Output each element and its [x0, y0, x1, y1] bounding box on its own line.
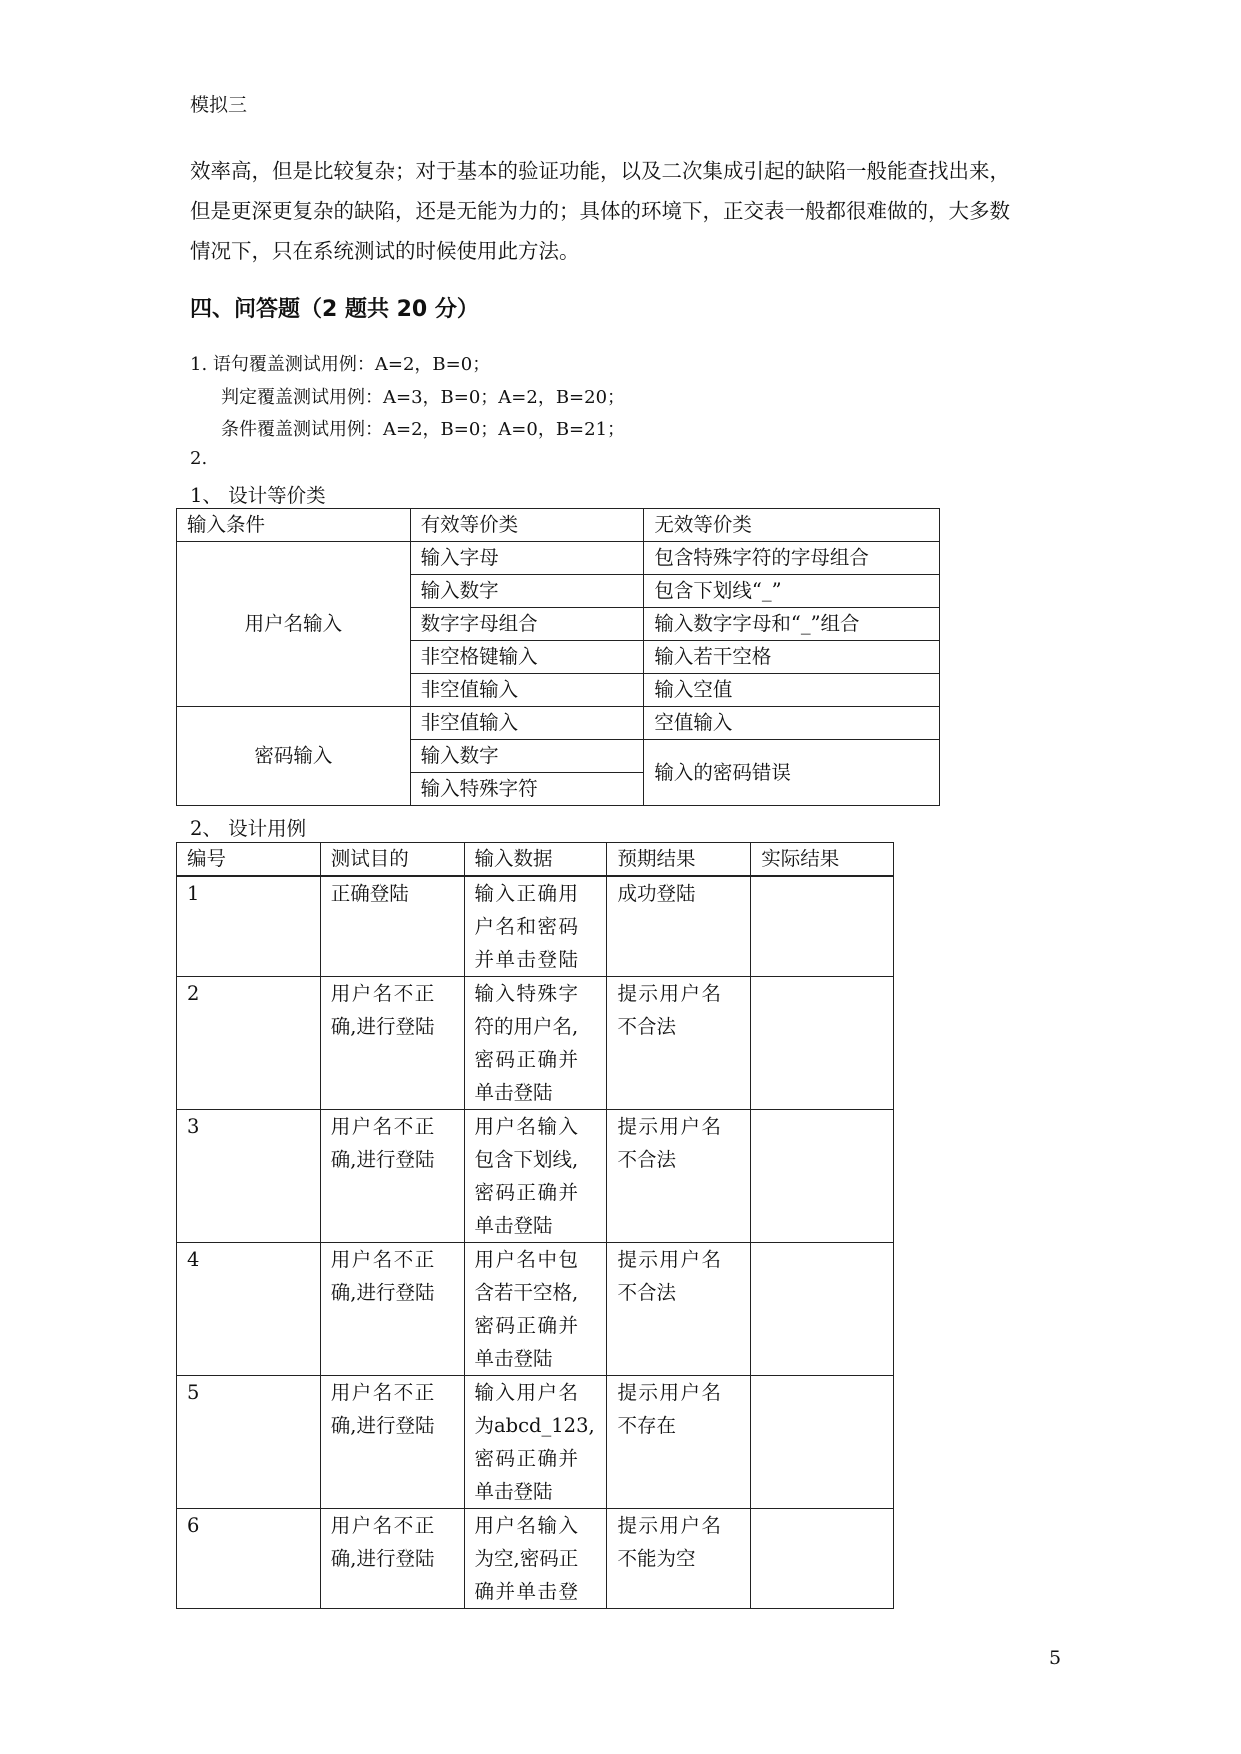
valid-class-cell: 输入数字: [410, 740, 644, 773]
header-cell: 测试目的: [320, 843, 464, 877]
case-purpose-cell: [320, 876, 464, 977]
cell-line: 不合法: [617, 1148, 676, 1171]
page-header: 模拟三: [190, 94, 248, 116]
cell-line: 确,进行登陆: [330, 1015, 435, 1038]
case-purpose-cell: [320, 1243, 464, 1376]
cell-line: 用户名输入: [474, 1514, 580, 1537]
username-condition-cell: 用户名输入: [177, 542, 411, 707]
subheading-equivalence: 1、 设计等价类: [190, 484, 326, 507]
cell-line: 确,进行登陆: [330, 1281, 435, 1304]
cell-line: 户名和密码: [474, 915, 580, 938]
header-cell: 编号: [177, 843, 321, 877]
header-cell: 有效等价类: [410, 509, 644, 542]
subheading-test-cases: 2、 设计用例: [190, 817, 307, 840]
header-cell: 输入数据: [464, 843, 607, 877]
cell-line: 含若干空格,: [474, 1281, 579, 1304]
cell-line: 输入特殊字: [474, 982, 580, 1005]
invalid-class-cell: 空值输入: [644, 707, 940, 740]
case-input-cell: [464, 1376, 607, 1509]
cell-line: 提示用户名: [617, 982, 723, 1005]
cell-line: 用户名不正: [330, 1514, 436, 1537]
cell-line: 确,进行登陆: [330, 1148, 435, 1171]
case-actual-cell: [751, 1509, 894, 1609]
case-input-cell: [464, 1243, 607, 1376]
section-heading: 四、问答题（2 题共 20 分）: [190, 297, 479, 322]
cell-line: 确,进行登陆: [330, 1547, 435, 1570]
cell-line: 用户名不正: [330, 1115, 436, 1138]
table-row: [177, 542, 940, 575]
case-actual-cell: [751, 1110, 894, 1243]
equivalence-class-table: [176, 508, 940, 806]
cell-line: 密码正确并: [474, 1181, 580, 1204]
table-row: [177, 1376, 894, 1509]
case-actual-cell: [751, 1376, 894, 1509]
cell-line: 符的用户名,: [474, 1015, 579, 1038]
cell-line: 用户名输入: [474, 1115, 580, 1138]
invalid-class-cell: 输入数字字母和“_”组合: [644, 608, 940, 641]
case-expected-cell: [607, 1509, 751, 1609]
invalid-class-cell: 输入空值: [644, 674, 940, 707]
valid-class-cell: 非空值输入: [410, 707, 644, 740]
table-row: [177, 1509, 894, 1609]
cell-line: 密码正确并: [474, 1314, 580, 1337]
cell-line: 确,进行登陆: [330, 1414, 435, 1437]
test-case-table: [176, 842, 894, 1609]
case-purpose-cell: [320, 1110, 464, 1243]
cell-line: 为空,密码正: [474, 1547, 579, 1570]
case-actual-cell: [751, 977, 894, 1110]
cell-line: 提示用户名: [617, 1514, 723, 1537]
cell-line: 单击登陆: [474, 1347, 553, 1370]
q1-line: 判定覆盖测试用例：A=3，B=0；A=2，B=20；: [221, 387, 626, 408]
table-header-row: [177, 509, 940, 542]
cell-line: 提示用户名: [617, 1381, 723, 1404]
page-number: 5: [1049, 1647, 1062, 1669]
table-row: [177, 1110, 894, 1243]
cell-line: 不合法: [617, 1281, 676, 1304]
case-expected-cell: [607, 977, 751, 1110]
cell-line: 密码正确并: [474, 1447, 580, 1470]
case-id-cell: 4: [177, 1243, 321, 1376]
cell-line: 用户名不正: [330, 982, 436, 1005]
cell-line: 输入用户名: [474, 1381, 580, 1404]
case-input-cell: [464, 1110, 607, 1243]
header-cell: 无效等价类: [644, 509, 940, 542]
case-input-cell: [464, 977, 607, 1110]
paragraph-line: 效率高，但是比较复杂；对于基本的验证功能，以及二次集成引起的缺陷一般能查找出来，: [190, 159, 1010, 183]
q1-line: 1. 语句覆盖测试用例：A=2，B=0；: [190, 354, 491, 375]
valid-class-cell: 非空格键输入: [410, 641, 644, 674]
paragraph-line: 情况下，只在系统测试的时候使用此方法。: [190, 239, 580, 263]
case-id-cell: 3: [177, 1110, 321, 1243]
cell-line: 确并单击登: [474, 1580, 580, 1603]
case-purpose-cell: [320, 1376, 464, 1509]
valid-class-cell: 数字字母组合: [410, 608, 644, 641]
case-input-cell: [464, 1509, 607, 1609]
table-row: [177, 876, 894, 977]
password-condition-cell: 密码输入: [177, 707, 411, 806]
cell-line: 用户名不正: [330, 1248, 436, 1271]
case-expected-cell: [607, 1243, 751, 1376]
valid-class-cell: 非空值输入: [410, 674, 644, 707]
cell-line: 正确登陆: [330, 882, 409, 905]
case-id-cell: 2: [177, 977, 321, 1110]
case-expected-cell: [607, 1110, 751, 1243]
case-actual-cell: [751, 876, 894, 977]
cell-line: 用户名不正: [330, 1381, 436, 1404]
valid-class-cell: 输入数字: [410, 575, 644, 608]
case-id-cell: 1: [177, 876, 321, 977]
case-purpose-cell: [320, 977, 464, 1110]
cell-line: 为abcd_123,: [474, 1414, 595, 1437]
header-cell: 输入条件: [177, 509, 411, 542]
cell-line: 成功登陆: [617, 882, 696, 905]
case-id-cell: 6: [177, 1509, 321, 1609]
cell-line: 单击登陆: [474, 1214, 553, 1237]
invalid-class-cell: 输入若干空格: [644, 641, 940, 674]
header-cell: 实际结果: [751, 843, 894, 877]
cell-line: 包含下划线,: [474, 1148, 579, 1171]
case-expected-cell: [607, 1376, 751, 1509]
case-actual-cell: [751, 1243, 894, 1376]
intro-paragraph: [190, 151, 1060, 271]
cell-line: 不合法: [617, 1015, 676, 1038]
table-row: [177, 1243, 894, 1376]
table-row: [177, 977, 894, 1110]
cell-line: 并单击登陆: [474, 948, 580, 971]
invalid-class-cell: 包含下划线“_”: [644, 575, 940, 608]
cell-line: 用户名中包: [474, 1248, 580, 1271]
paragraph-line: 但是更深更复杂的缺陷，还是无能为力的；具体的环境下，正交表一般都很难做的，大多数: [190, 199, 1010, 223]
q1-line: 条件覆盖测试用例：A=2，B=0；A=0，B=21；: [221, 419, 626, 440]
case-id-cell: 5: [177, 1376, 321, 1509]
cell-line: 输入正确用: [474, 882, 580, 905]
invalid-class-cell: 输入的密码错误: [644, 740, 940, 806]
q2-label: 2.: [190, 448, 208, 469]
cell-line: 提示用户名: [617, 1115, 723, 1138]
table-header-row: [177, 843, 894, 877]
cell-line: 单击登陆: [474, 1081, 553, 1104]
cell-line: 单击登陆: [474, 1480, 553, 1503]
header-cell: 预期结果: [607, 843, 751, 877]
case-input-cell: [464, 876, 607, 977]
cell-line: 不存在: [617, 1414, 676, 1437]
cell-line: 不能为空: [617, 1547, 696, 1570]
valid-class-cell: 输入字母: [410, 542, 644, 575]
case-expected-cell: [607, 876, 751, 977]
valid-class-cell: 输入特殊字符: [410, 773, 644, 806]
cell-line: 提示用户名: [617, 1248, 723, 1271]
cell-line: 密码正确并: [474, 1048, 580, 1071]
invalid-class-cell: 包含特殊字符的字母组合: [644, 542, 940, 575]
case-purpose-cell: [320, 1509, 464, 1609]
table-row: [177, 707, 940, 740]
